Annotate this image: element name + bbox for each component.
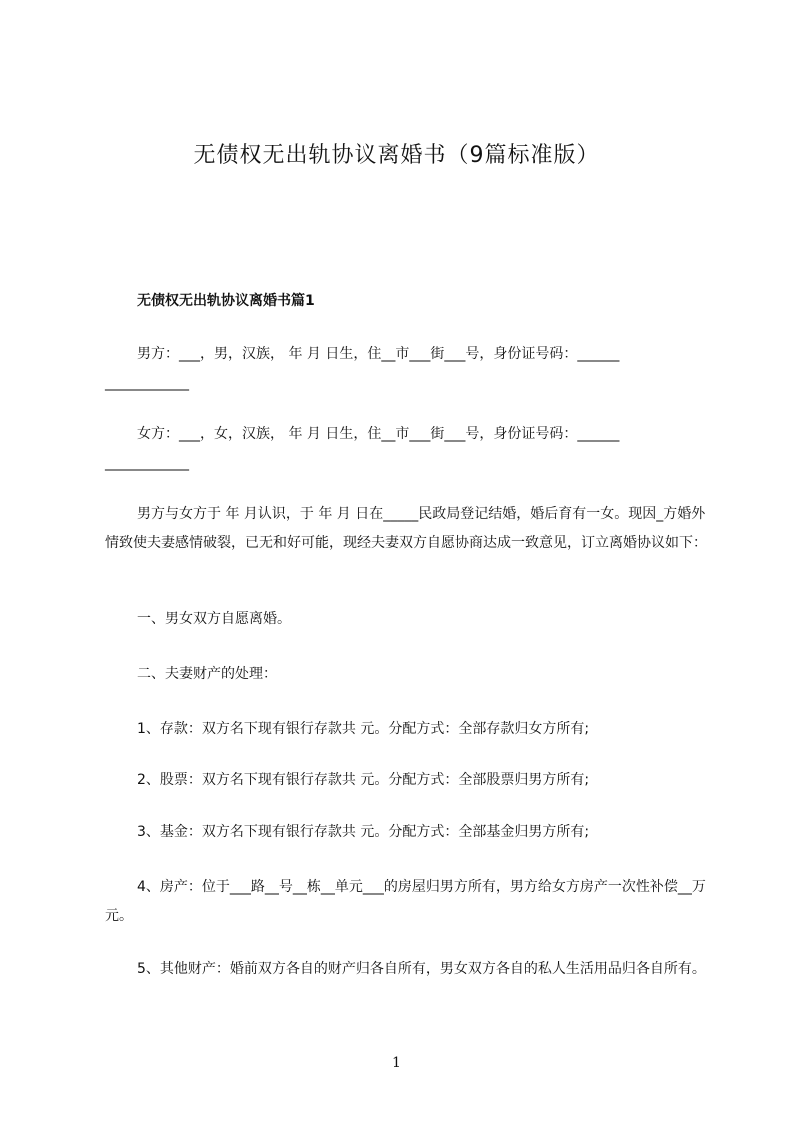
paragraph-male-id-continuation: ____________ [105,375,189,391]
page-number: 1 [392,1055,401,1071]
paragraph-clause-1: 一、男女双方自愿离婚。 [137,611,291,627]
paragraph-marriage-background: 男方与女方于 年 月认识，于 年 月 日在_____民政局登记结婚，婚后育有一女。现因_方婚外情致使夫妻感情破裂，已无和好可能，现经夫妻双方自愿协商达成一致意见，订立离婚协议如下： [105,506,707,551]
paragraph-funds: 3、基金：双方名下现有银行存款共 元。分配方式：全部基金归男方所有; [137,824,590,840]
paragraph-stocks: 2、股票：双方名下现有银行存款共 元。分配方式：全部股票归男方所有; [137,772,590,788]
paragraph-female-id-continuation: ____________ [105,455,189,471]
paragraph-savings: 1、存款：双方名下现有银行存款共 元。分配方式：全部存款归女方所有; [137,721,590,737]
paragraph-male-party: 男方：___，男，汉族， 年 月 日生，住__市___街___号，身份证号码：______ [137,346,620,362]
section-title: 无债权无出轨协议离婚书篇1 [137,293,315,309]
paragraph-real-estate: 4、房产：位于___路__号__栋__单元___的房屋归男方所有，男方给女方房产一次性补偿__万元。 [105,879,706,924]
paragraph-female-party: 女方：___，女，汉族， 年 月 日生，住__市___街___号，身份证号码：______ [137,426,620,442]
document-title: 无债权无出轨协议离婚书（9篇标准版） [193,143,600,168]
paragraph-clause-2: 二、夫妻财产的处理： [137,666,277,682]
paragraph-other-property: 5、其他财产：婚前双方各自的财产归各自所有，男女双方各自的私人生活用品归各自所有。 [137,961,706,977]
